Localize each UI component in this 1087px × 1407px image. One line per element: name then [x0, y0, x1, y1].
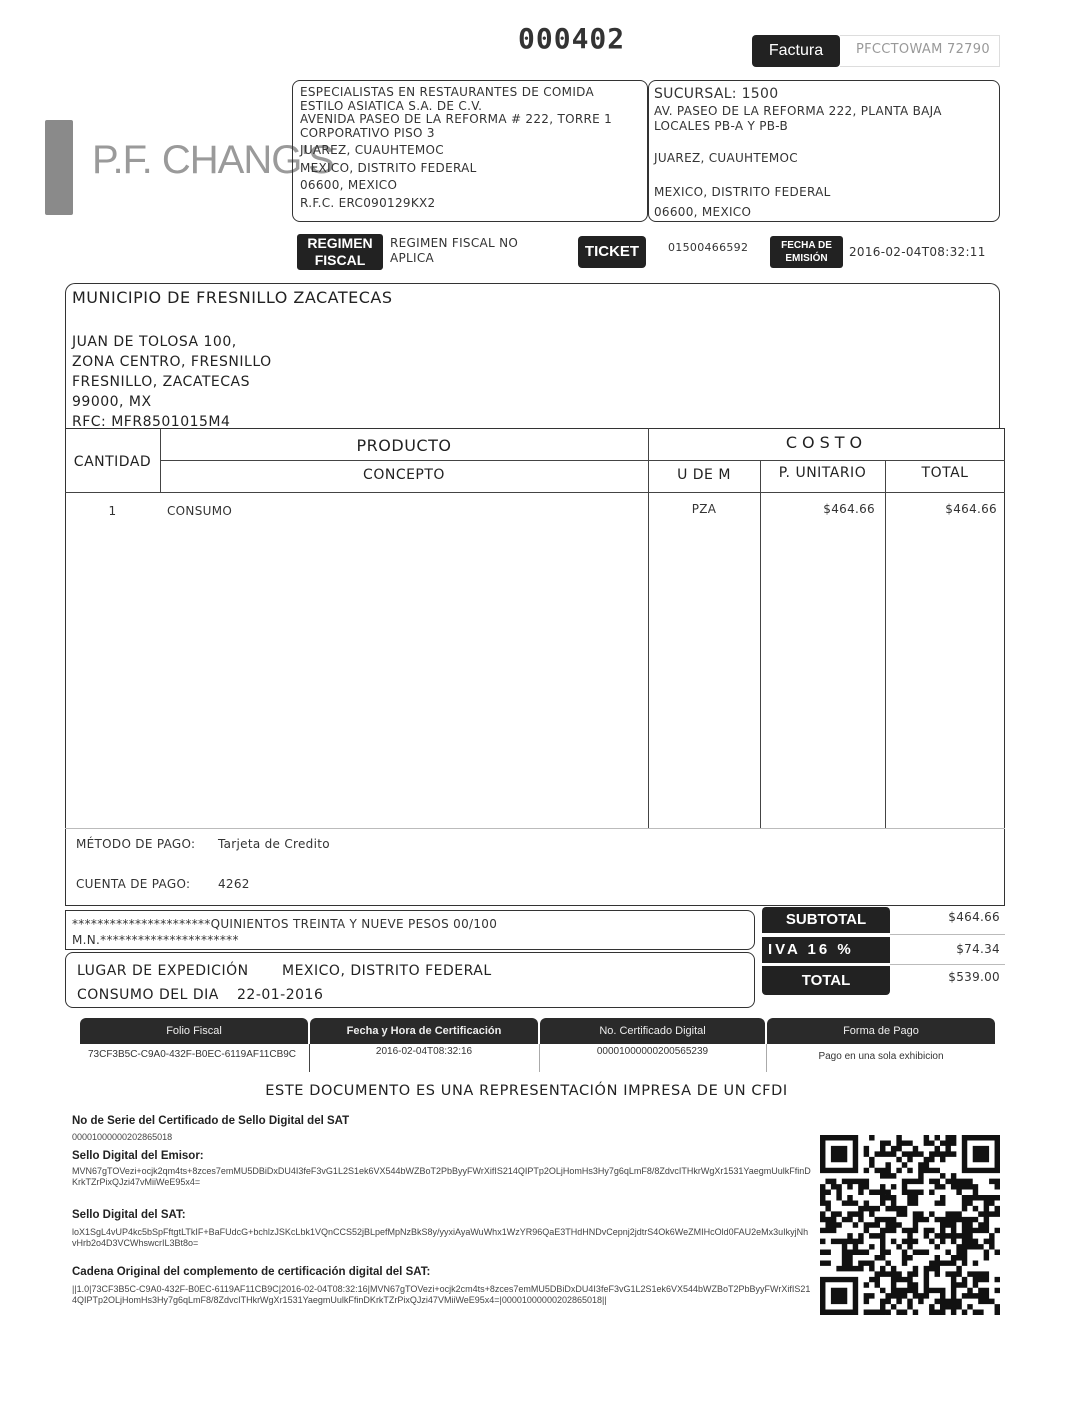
sucursal-line: JUAREZ, CUAUHTEMOC	[654, 151, 798, 165]
header-punitario: P. UNITARIO	[778, 465, 867, 481]
fecha-label-1: FECHA DE	[781, 240, 832, 251]
cliente-name: MUNICIPIO DE FRESNILLO ZACATECAS	[72, 288, 393, 307]
emisor-address	[300, 86, 612, 210]
header-udem: U DE M	[677, 467, 731, 483]
col-divider	[648, 428, 649, 828]
fiscal-divider	[766, 1044, 767, 1072]
sucursal-line: MEXICO, DISTRITO FEDERAL	[654, 185, 831, 199]
sello-sat-value: loX1SgL4vUP4kc5bSpFftgtLTkIF+BaFUdcG+bchlzJSKcLbk1VQnCCS52jBLpefMpNzBkS8y/yyxiAyaWuWhx1WzYR96QaE3THdHNDvCepnj2jdtrS4Ok6WeZMIHcOld0FAU2eMx3uIkyjNhvHrb2o4D3VCWhswcrIL3Bt8o=	[72, 1227, 809, 1248]
cliente-rfc: RFC: MFR8501015M4	[72, 414, 231, 430]
totals-divider	[890, 964, 1005, 965]
fecha-emision-value: 2016-02-04T08:32:11	[849, 245, 986, 259]
fecha-certificacion-header: Fecha y Hora de Certificación	[310, 1018, 538, 1044]
items-table	[65, 428, 1005, 906]
serie-value: PFCCTOWAM 72790	[856, 42, 990, 57]
cuenta-pago-label: CUENTA DE PAGO:	[76, 877, 191, 891]
metodo-pago-value: Tarjeta de Credito	[218, 837, 330, 851]
sucursal-line: LOCALES PB-A Y PB-B	[654, 119, 788, 133]
iva-value: $74.34	[956, 942, 1000, 956]
header-concepto: CONCEPTO	[363, 467, 445, 483]
sello-emisor-value: MVN67gTOVezi+ocjk2qm4ts+8zces7emMU5DBiDxDU4I3feF3vG1L2S1ek6VX544bWZBoT2PbByyFWrXifIS214QIPTp2OLjHomHs3Hy7g6qLmF8/8ZdvcITHkrWgXr1531YaegmUulkFfinDKrkTZrPixQJzi47vMiiWeE95x4=	[72, 1166, 811, 1187]
header-producto: PRODUCTO	[356, 436, 452, 455]
folio-number: 000402	[518, 22, 626, 55]
logo-seal	[45, 120, 73, 215]
cell-udem: PZA	[691, 502, 717, 516]
emisor-line: ESTILO ASIATICA S.A. DE C.V.	[300, 98, 483, 113]
qr-modules	[820, 1135, 1000, 1315]
cell-cantidad: 1	[108, 504, 117, 518]
ticket-value: 01500466592	[668, 241, 749, 254]
cliente-line: FRESNILLO, ZACATECAS	[72, 374, 250, 390]
doc-type-badge: Factura	[752, 35, 840, 67]
totals-divider	[890, 934, 1005, 935]
metodo-pago-label: MÉTODO DE PAGO:	[76, 837, 196, 851]
cliente-line: JUAN DE TOLOSA 100,	[72, 334, 237, 350]
fecha-emision-label	[770, 236, 843, 268]
serie-certificado-title: No de Serie del Certificado de Sello Digital del SAT	[72, 1115, 350, 1127]
emisor-line: CORPORATIVO PISO 3	[300, 125, 435, 140]
total-label: TOTAL	[762, 966, 890, 995]
payment-divider	[65, 828, 1005, 829]
sucursal-line: AV. PASEO DE LA REFORMA 222, PLANTA BAJA	[654, 104, 942, 118]
folio-fiscal-header: Folio Fiscal	[80, 1018, 308, 1044]
importe-letra-line1: **********************QUINIENTOS TREINTA Y NUEVE PESOS 00/100	[72, 917, 498, 931]
cadena-original-title: Cadena Original del complemento de certificación digital del SAT:	[72, 1266, 431, 1278]
iva-label: IVA 16 %	[762, 937, 890, 963]
certificado-digital-header: No. Certificado Digital	[540, 1018, 765, 1044]
regimen-label	[297, 234, 383, 270]
table-row	[65, 502, 1005, 522]
regimen-value-2: APLICA	[390, 251, 435, 265]
fecha-certificacion-value: 2016-02-04T08:32:16	[375, 1046, 473, 1057]
emisor-line: ESPECIALISTAS EN RESTAURANTES DE COMIDA	[300, 85, 594, 99]
emisor-line: AVENIDA PASEO DE LA REFORMA # 222, TORRE 1	[300, 112, 613, 126]
lugar-expedicion-value: MEXICO, DISTRITO FEDERAL	[282, 963, 492, 979]
lugar-expedicion-label: LUGAR DE EXPEDICIÓN	[77, 963, 249, 979]
header-costo: COSTO	[785, 433, 868, 452]
cliente-line: 99000, MX	[72, 394, 152, 410]
header-total: TOTAL	[921, 465, 969, 481]
regimen-label-1: REGIMEN	[307, 235, 373, 251]
consumo-dia-label: CONSUMO DEL DIA	[77, 987, 219, 1003]
emisor-rfc: R.F.C. ERC090129KX2	[300, 195, 436, 210]
sello-emisor-title: Sello Digital del Emisor:	[72, 1150, 204, 1162]
folio-fiscal-value: 73CF3B5C-C9A0-432F-B0EC-6119AF11CB9C	[87, 1049, 297, 1060]
fiscal-divider	[309, 1044, 310, 1072]
regimen-value	[390, 236, 518, 266]
fiscal-divider	[539, 1044, 540, 1072]
total-value: $539.00	[948, 970, 1000, 984]
emisor-line: MEXICO, DISTRITO FEDERAL	[300, 160, 477, 175]
cadena-original-value: ||1.0|73CF3B5C-C9A0-432F-B0EC-6119AF11CB9C|2016-02-04T08:32:16|MVN67gTOVezi+ocjk2cm4ts+8zces7emMU5DBiDxDU4I3feF3vG1L2S1ek6VX544bWZBoT2PbByyFWrXifIS214QIPTp2OLjHomHs3Hy7g6qLmF8/8ZdvcITHkrWgXr1531YaegmUulkFfinDKrkTZrPixQJzi47VMiiWeE95x4=|00001000000202865018||	[72, 1284, 811, 1305]
qr-code	[820, 1135, 1000, 1315]
sello-sat-title: Sello Digital del SAT:	[72, 1209, 186, 1221]
sucursal-title: SUCURSAL: 1500	[654, 86, 779, 102]
cell-total: $464.66	[945, 502, 997, 516]
emisor-line: JUAREZ, CUAUHTEMOC	[300, 143, 444, 157]
certificado-digital-value: 00001000000200565239	[596, 1046, 709, 1057]
forma-pago-header: Forma de Pago	[767, 1018, 995, 1044]
cell-concepto: CONSUMO	[167, 504, 233, 518]
logo: P.F. CHANG'S	[92, 138, 334, 182]
emisor-line: 06600, MEXICO	[300, 178, 398, 192]
regimen-value-1: REGIMEN FISCAL NO	[390, 236, 519, 250]
subtotal-value: $464.66	[948, 910, 1000, 924]
header-divider	[65, 492, 1005, 493]
header-cantidad: CANTIDAD	[73, 454, 152, 470]
importe-letra-line2: M.N.**********************	[72, 933, 239, 947]
cfdi-note: ESTE DOCUMENTO ES UNA REPRESENTACIÓN IMPRESA DE UN CFDI	[265, 1083, 788, 1099]
cell-punitario: $464.66	[823, 502, 875, 516]
cliente-line: ZONA CENTRO, FRESNILLO	[72, 354, 272, 370]
consumo-dia-value: 22-01-2016	[237, 987, 324, 1003]
cuenta-pago-value: 4262	[218, 877, 250, 891]
cliente-address	[72, 332, 272, 432]
sucursal-line: 06600, MEXICO	[654, 205, 752, 219]
fecha-label-2: EMISIÓN	[785, 253, 828, 264]
subtotal-label: SUBTOTAL	[762, 907, 890, 933]
forma-pago-value: Pago en una sola exhibicion	[818, 1051, 944, 1062]
serie-certificado-value: 00001000000202865018	[72, 1132, 173, 1142]
header-subdivider	[160, 460, 1005, 461]
ticket-label: TICKET	[578, 236, 646, 268]
regimen-label-2: FISCAL	[314, 252, 366, 268]
